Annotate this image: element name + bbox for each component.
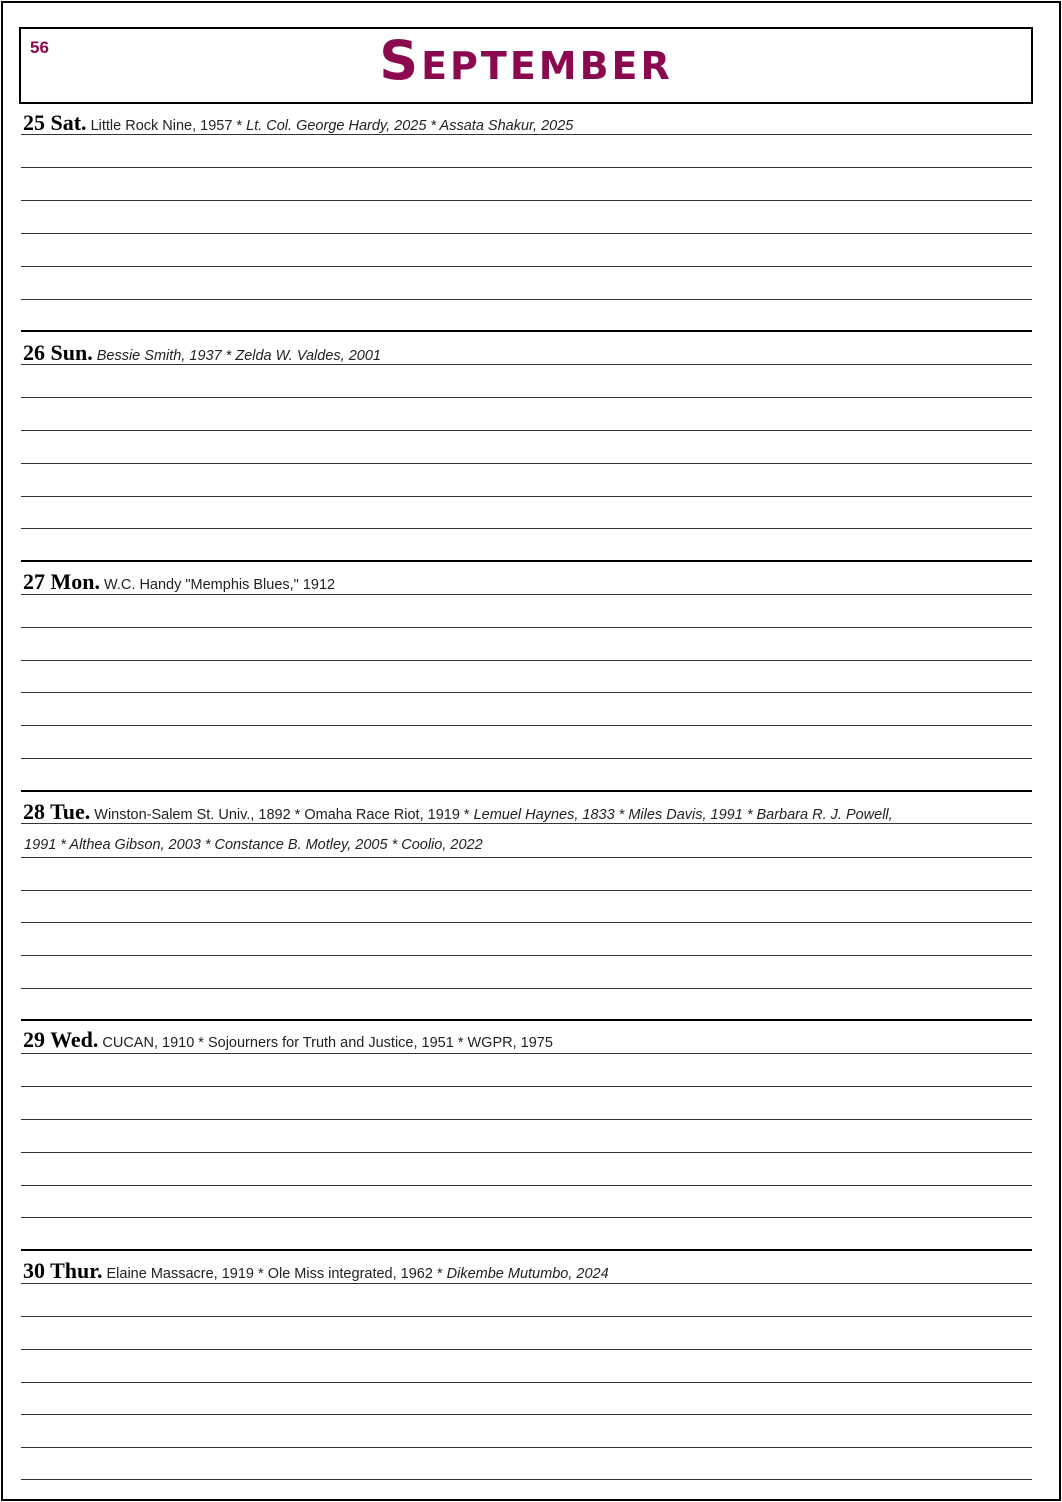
writing-line xyxy=(21,857,1032,858)
event-text: Little Rock Nine, 1957 * xyxy=(90,118,247,134)
day-label: 30 Thur. xyxy=(23,1258,103,1283)
day-heading xyxy=(23,571,335,593)
day-heading xyxy=(23,1260,609,1282)
writing-line xyxy=(21,1283,1032,1284)
writing-line xyxy=(21,1382,1032,1383)
writing-line xyxy=(21,594,1032,595)
writing-line xyxy=(21,692,1032,693)
writing-line xyxy=(21,1185,1032,1186)
event-continuation: 1991 * Althea Gibson, 2003 * Constance B. Motley, 2005 * Coolio, 2022 xyxy=(24,837,483,853)
day-section-26 xyxy=(21,332,1032,562)
month-title: September xyxy=(379,29,673,92)
day-label: 29 Wed. xyxy=(23,1027,99,1052)
writing-line xyxy=(21,758,1032,759)
day-section-30 xyxy=(21,1250,1032,1490)
writing-line xyxy=(21,1119,1032,1120)
event-text: Lt. Col. George Hardy, 2025 * Assata Shakur, 2025 xyxy=(246,118,574,134)
writing-line xyxy=(21,167,1032,168)
event-text: Lemuel Haynes, 1833 * Miles Davis, 1991 * Barbara R. J. Powell, xyxy=(473,807,893,823)
event-text: Bessie Smith, 1937 * Zelda W. Valdes, 2001 xyxy=(96,348,381,364)
writing-line xyxy=(21,627,1032,628)
day-label: 26 Sun. xyxy=(23,340,93,365)
event-text: Dikembe Mutumbo, 2024 xyxy=(446,1266,609,1282)
writing-line xyxy=(21,725,1032,726)
day-section-25 xyxy=(21,103,1032,332)
writing-line xyxy=(21,430,1032,431)
writing-line xyxy=(21,922,1032,923)
writing-line xyxy=(21,496,1032,497)
writing-line xyxy=(21,299,1032,300)
day-heading xyxy=(23,342,381,364)
event-text: CUCAN, 1910 * Sojourners for Truth and Justice, 1951 * WGPR, 1975 xyxy=(102,1035,553,1051)
writing-line xyxy=(21,266,1032,267)
writing-line xyxy=(21,528,1032,529)
writing-line xyxy=(21,1447,1032,1448)
writing-line xyxy=(21,1086,1032,1087)
day-heading xyxy=(23,801,893,823)
page-number: 56 xyxy=(30,38,49,57)
day-events xyxy=(94,807,892,823)
writing-line xyxy=(21,1479,1032,1480)
day-heading xyxy=(23,112,573,134)
day-events xyxy=(91,118,574,134)
writing-line xyxy=(21,988,1032,989)
writing-line xyxy=(21,1349,1032,1350)
writing-line xyxy=(21,233,1032,234)
writing-line xyxy=(21,1316,1032,1317)
writing-line xyxy=(21,1414,1032,1415)
writing-line xyxy=(21,1152,1032,1153)
writing-line xyxy=(21,397,1032,398)
writing-line xyxy=(21,1053,1032,1054)
writing-line xyxy=(21,200,1032,201)
day-label: 28 Tue. xyxy=(23,799,91,824)
event-text: W.C. Handy "Memphis Blues," 1912 xyxy=(104,577,336,593)
day-heading xyxy=(23,1029,553,1051)
writing-line xyxy=(21,134,1032,135)
day-section-28 xyxy=(21,791,1032,1021)
writing-line xyxy=(21,890,1032,891)
writing-line xyxy=(21,660,1032,661)
writing-line xyxy=(21,823,1032,824)
day-section-27 xyxy=(21,562,1032,791)
day-label: 27 Mon. xyxy=(23,569,100,594)
day-label: 25 Sat. xyxy=(23,110,87,135)
writing-line xyxy=(21,955,1032,956)
event-text: Elaine Massacre, 1919 * Ole Miss integrated, 1962 * xyxy=(106,1266,447,1282)
day-events xyxy=(107,1266,609,1282)
writing-line xyxy=(21,364,1032,365)
writing-line xyxy=(21,463,1032,464)
day-section-29 xyxy=(21,1021,1032,1250)
page-header xyxy=(19,27,1033,104)
writing-line xyxy=(21,1217,1032,1218)
event-text: Winston-Salem St. Univ., 1892 * Omaha Race Riot, 1919 * xyxy=(94,807,474,823)
